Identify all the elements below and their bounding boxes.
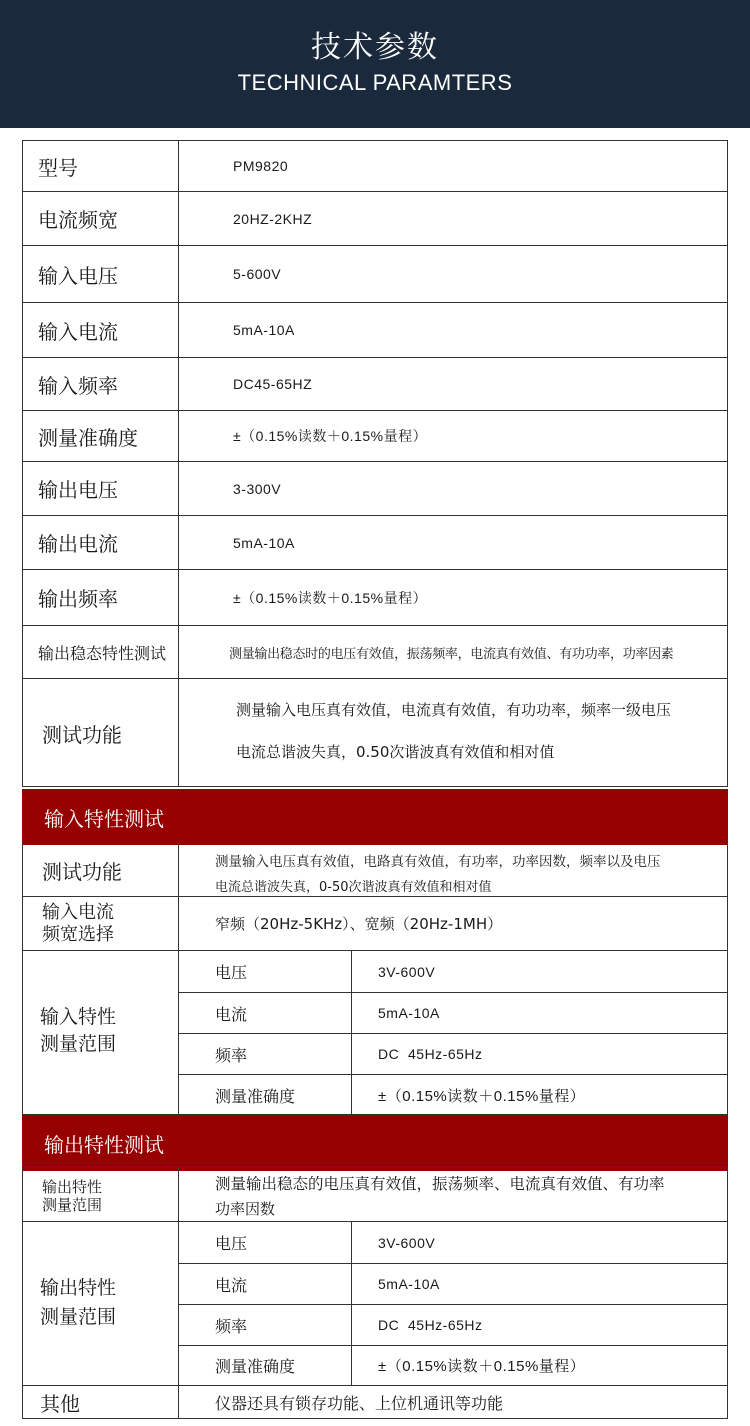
- output-range-value-accuracy: ±（0.15%读数＋0.15%量程）: [378, 1358, 586, 1375]
- input-bandwidth-value: 窄频（20Hz-5KHz）、宽频（20Hz-1MH）: [215, 915, 503, 933]
- row-label-output-voltage: 输出电压: [38, 478, 118, 502]
- output-char-line-2: 功率因数: [215, 1200, 276, 1218]
- row-label-bandwidth: 电流频宽: [38, 208, 118, 232]
- page-title: 技术参数: [311, 30, 439, 65]
- input-range-label-line-2: 测量范围: [40, 1033, 117, 1055]
- row-label-input-current: 输入电流: [38, 319, 118, 344]
- row-value-bandwidth: 20HZ-2KHZ: [233, 210, 313, 227]
- row-label-output-frequency: 输出频率: [38, 587, 118, 611]
- output-char-label-line-2: 测量范围: [42, 1196, 103, 1214]
- output-char-line-1: 测量输出稳态的电压真有效值，振荡频率、电流真有效值、有功率: [215, 1175, 665, 1193]
- row-value-model: PM9820: [233, 158, 289, 174]
- input-range-name-accuracy: 测量准确度: [215, 1086, 296, 1106]
- input-section-banner: 输入特性测试: [22, 789, 728, 845]
- test-function-line-1: 测量输入电压真有效值，电流真有效值，有功功率，频率一级电压: [236, 701, 672, 719]
- output-range-name-voltage: 电压: [215, 1234, 248, 1253]
- input-bandwidth-label: [42, 902, 114, 946]
- row-value-input-current: 5mA-10A: [233, 322, 295, 338]
- output-char-label-line-1: 输出特性: [42, 1178, 103, 1196]
- input-range-label: [40, 1004, 116, 1058]
- output-range-value-current: 5mA-10A: [378, 1276, 440, 1292]
- input-test-function-line-2: 电流总谐波失真，0-50次谐波真有效值和相对值: [215, 880, 492, 895]
- row-value-input-voltage: 5-600V: [233, 266, 282, 282]
- row-label-test-function: 测试功能: [42, 722, 122, 747]
- input-test-function-line-1: 测量输入电压真有效值，电路真有效值，有功率，功率因数，频率以及电压: [215, 854, 661, 870]
- input-range-name-voltage: 电压: [215, 963, 248, 982]
- row-label-output-current: 输出电流: [38, 532, 118, 556]
- row-label-steady-state-test: 输出稳态特性测试: [38, 643, 167, 663]
- input-range-value-voltage: 3V-600V: [378, 963, 436, 980]
- test-function-line-2: 电流总谐波失真，0.50次谐波真有效值和相对值: [236, 743, 555, 761]
- output-range-name-current: 电流: [215, 1275, 248, 1295]
- page-header: [0, 0, 750, 128]
- output-range-value-voltage: 3V-600V: [378, 1234, 436, 1251]
- other-value: 仪器还具有锁存功能、上位机通讯等功能: [215, 1394, 504, 1413]
- input-bandwidth-label-line-1: 输入电流: [42, 902, 114, 923]
- output-range-label-line-2: 测量范围: [40, 1306, 117, 1328]
- output-range-value-frequency: DC 45Hz-65Hz: [378, 1317, 483, 1333]
- row-label-accuracy: 测量准确度: [38, 425, 138, 450]
- output-range-label: [40, 1274, 116, 1332]
- other-label: 其他: [40, 1392, 80, 1416]
- row-value-input-frequency: DC45-65HZ: [233, 376, 313, 392]
- output-range-name-frequency: 频率: [215, 1316, 248, 1336]
- input-range-label-line-1: 输入特性: [40, 1006, 117, 1028]
- input-range-value-current: 5mA-10A: [378, 1005, 440, 1021]
- row-value-output-voltage: 3-300V: [233, 480, 282, 497]
- page-subtitle: TECHNICAL PARAMTERS: [237, 70, 513, 95]
- output-char-label: [42, 1178, 102, 1214]
- input-range-name-current: 电流: [215, 1004, 248, 1024]
- input-bandwidth-label-line-2: 频宽选择: [42, 924, 114, 945]
- input-range-value-accuracy: ±（0.15%读数＋0.15%量程）: [378, 1087, 586, 1105]
- row-label-input-voltage: 输入电压: [38, 263, 118, 288]
- row-value-accuracy: ±（0.15%读数＋0.15%量程）: [233, 428, 428, 444]
- row-label-model: 型号: [38, 155, 78, 180]
- row-value-output-current: 5mA-10A: [233, 534, 295, 551]
- row-value-output-frequency: ±（0.15%读数＋0.15%量程）: [233, 589, 428, 606]
- input-test-function-label: 测试功能: [42, 859, 122, 884]
- input-range-value-frequency: DC 45Hz-65Hz: [378, 1046, 483, 1062]
- row-label-input-frequency: 输入频率: [38, 373, 118, 398]
- output-range-name-accuracy: 测量准确度: [215, 1357, 296, 1376]
- input-range-name-frequency: 频率: [215, 1045, 248, 1065]
- output-range-label-line-1: 输出特性: [40, 1277, 117, 1299]
- output-section-banner: 输出特性测试: [22, 1115, 728, 1171]
- row-value-steady-state-test: 测量输出稳态时的电压有效值，振荡频率，电流真有效值、有功功率，功率因素: [229, 646, 674, 662]
